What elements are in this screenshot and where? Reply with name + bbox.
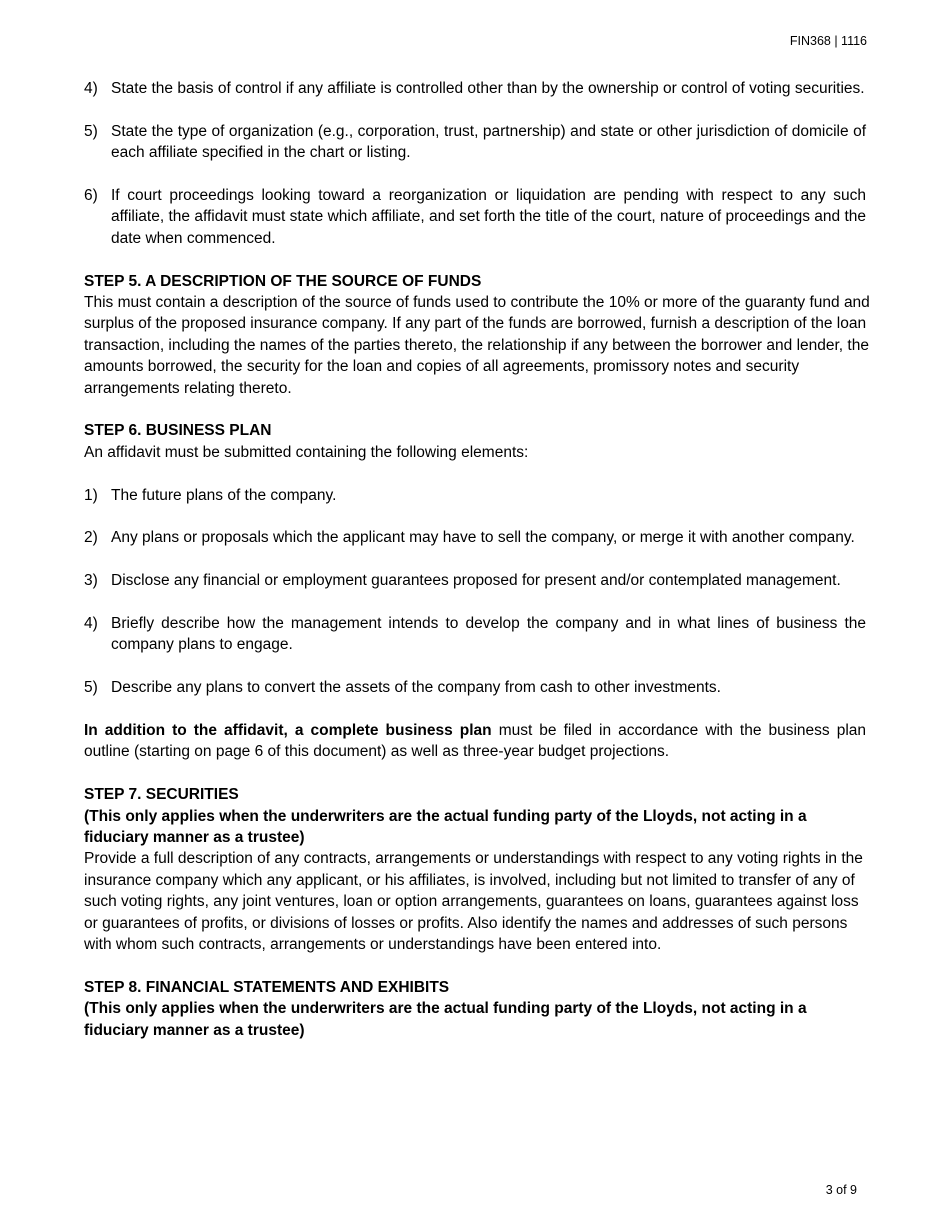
list-item-text: Disclose any financial or employment guarantees proposed for present and/or contemplated management. bbox=[111, 572, 841, 590]
step5-heading: STEP 5. A DESCRIPTION OF THE SOURCE OF FUNDS bbox=[84, 272, 482, 290]
list-item-number: 6) bbox=[84, 187, 98, 204]
business-plan-requirement-text: must be filed in accordance with the business plan outline (starting on page 6 of this document) as well as three-year budget projections. bbox=[84, 722, 867, 761]
list-item-number: 1) bbox=[84, 486, 98, 504]
list-item bbox=[84, 185, 866, 249]
business-plan-requirement bbox=[84, 720, 866, 763]
step8-heading: STEP 8. FINANCIAL STATEMENTS AND EXHIBITS bbox=[84, 978, 450, 996]
step7-heading: STEP 7. SECURITIES bbox=[84, 786, 239, 804]
form-code: FIN368 | 1116 bbox=[789, 34, 867, 48]
list-item-text: Any plans or proposals which the applicant may have to sell the company, or merge it with another company. bbox=[111, 529, 855, 547]
business-plan-requirement-bold: In addition to the affidavit, a complete business plan bbox=[84, 722, 492, 740]
step6-intro: An affidavit must be submitted containing the following elements: bbox=[84, 443, 529, 461]
list-item bbox=[84, 78, 866, 99]
list-item-number: 5) bbox=[84, 122, 98, 140]
step8-note: (This only applies when the underwriters are the actual funding party of the Lloyds, not acting in a fiduciary manner as a trustee) bbox=[84, 1000, 807, 1039]
list-item-number: 3) bbox=[84, 572, 98, 590]
list-item-text: State the type of organization (e.g., corporation, trust, partnership) and state or other jurisdiction of domicile of each affiliate specified in the chart or listing. bbox=[111, 122, 866, 162]
page-content bbox=[84, 78, 870, 1041]
business-plan-list bbox=[84, 485, 866, 699]
list-item bbox=[84, 527, 866, 548]
affiliate-list bbox=[84, 78, 866, 249]
list-item-text: If court proceedings looking toward a reorganization or liquidation are pending with respect to any such affiliate, the affidavit must state which affiliate, and set forth the title of the court, nature of proceedings and the date when commenced. bbox=[111, 187, 866, 247]
list-item-text: State the basis of control if any affiliate is controlled other than by the ownership or control of voting securities. bbox=[111, 80, 865, 97]
list-item bbox=[84, 677, 866, 698]
step6-heading: STEP 6. BUSINESS PLAN bbox=[84, 422, 272, 440]
page-number: 3 of 9 bbox=[825, 1183, 857, 1197]
list-item bbox=[84, 570, 866, 591]
list-item-text: The future plans of the company. bbox=[111, 486, 337, 504]
list-item bbox=[84, 485, 866, 506]
list-item-number: 4) bbox=[84, 80, 98, 97]
list-item bbox=[84, 121, 866, 164]
list-item-text: Describe any plans to convert the assets of the company from cash to other investments. bbox=[111, 679, 721, 697]
list-item-number: 5) bbox=[84, 679, 98, 697]
step7-note: (This only applies when the underwriters are the actual funding party of the Lloyds, not acting in a fiduciary manner as a trustee) bbox=[84, 807, 807, 847]
list-item bbox=[84, 613, 866, 656]
step7-body: Provide a full description of any contracts, arrangements or understandings with respect to any voting rights in the insurance company which any applicant, or his affiliates, is involved, including but not limited to transfer of any of such voting rights, any joint ventures, loan or option arrangements, guarantees on loans, guarantees against loss or guarantees of profits, or divisions of losses or profits. Also identify the names and addresses of such persons with whom such contracts, arrangements or understandings have been entered into. bbox=[84, 850, 863, 954]
list-item-number: 4) bbox=[84, 615, 98, 633]
list-item-text: Briefly describe how the management intends to develop the company and in what lines of business the company plans to engage. bbox=[111, 615, 866, 654]
list-item-number: 2) bbox=[84, 529, 98, 547]
step5-body: This must contain a description of the source of funds used to contribute the 10% or more of the guaranty fund and surplus of the proposed insurance company. If any part of the funds are borrowed, furnish a description of the loan transaction, including the names of the parties thereto, the relationship if any between the borrower and lender, the amounts borrowed, the security for the loan and copies of all agreements, promissory notes and security arrangements relating thereto. bbox=[84, 294, 870, 397]
